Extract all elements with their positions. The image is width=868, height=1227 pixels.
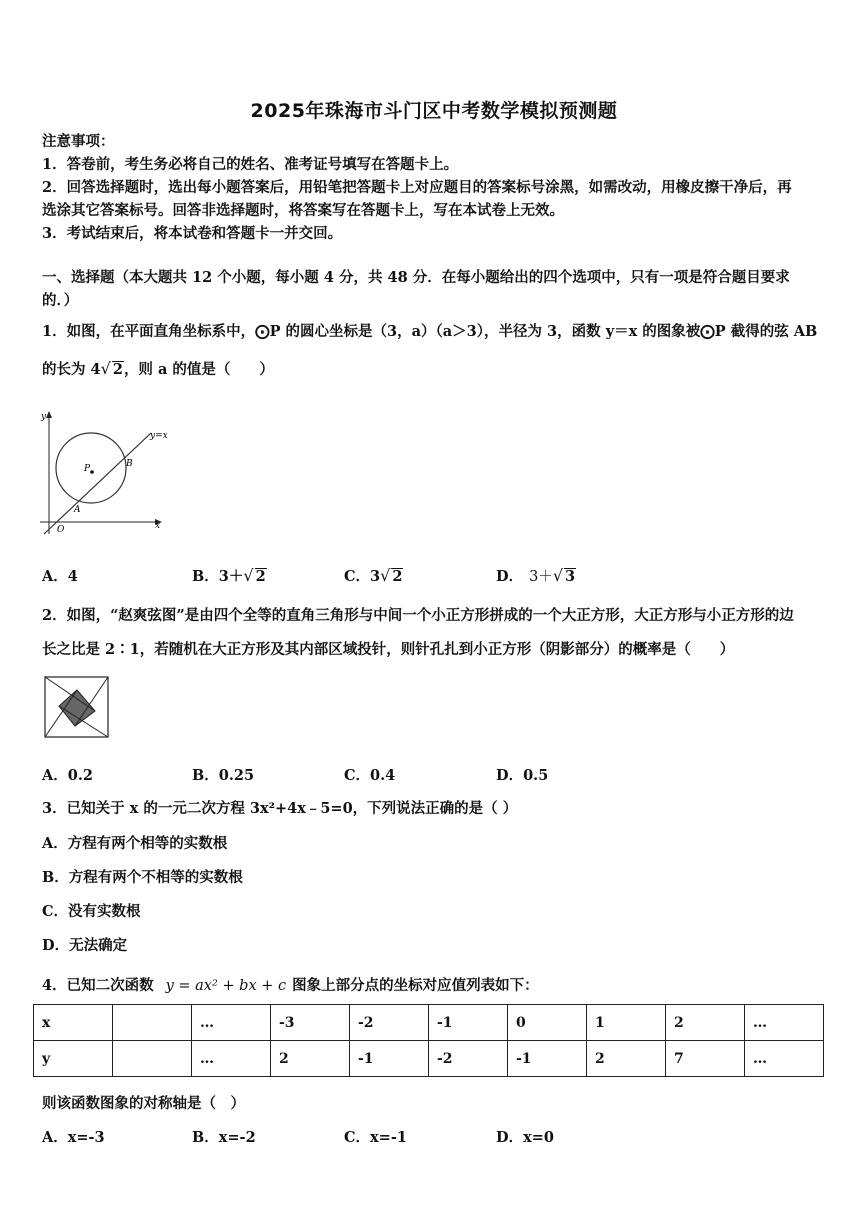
table-cell: … xyxy=(745,1041,824,1077)
table-cell: … xyxy=(192,1005,271,1041)
radical-sign: √ xyxy=(552,566,564,585)
q3-option-d[interactable]: D．无法确定 xyxy=(42,937,128,954)
q2-stem: 2．如图，“赵爽弦图”是由四个全等的直角三角形与中间一个小正方形拼成的一个大正方形，大正方形与小正方形的边 xyxy=(42,607,794,624)
table-cell: 2 xyxy=(587,1041,666,1077)
table-cell: -2 xyxy=(350,1005,429,1041)
q3-option-c[interactable]: C．没有实数根 xyxy=(42,903,141,920)
q1-stem: 1．如图，在平面直角坐标系中，⨀P 的圆心坐标是（3，a）（a＞3），半径为 3，函数 y＝x 的图象被⨀P 截得的弦 AB xyxy=(42,323,818,340)
page-title: 2025年珠海市斗门区中考数学模拟预测题 xyxy=(250,100,618,122)
q1-option-a[interactable] xyxy=(42,565,78,586)
q4-question: 则该函数图象的对称轴是（ ） xyxy=(42,1095,245,1112)
label-y: y xyxy=(41,412,47,422)
option-label: B．3＋ xyxy=(192,568,244,585)
label-line: y=x xyxy=(150,431,168,441)
radical-sign: √ xyxy=(380,566,391,585)
table-cell xyxy=(113,1005,192,1041)
option-label: A．4 xyxy=(42,568,78,585)
q4-value-table xyxy=(33,1004,824,1077)
label-a: A xyxy=(74,505,81,515)
notice-heading: 注意事项： xyxy=(42,133,115,150)
notice-item-2: 2．回答选择题时，选出每小题答案后，用铅笔把答题卡上对应题目的答案标号涂黑，如需改动，用橡皮擦干净后，再 xyxy=(42,179,792,196)
label-b: B xyxy=(126,459,133,469)
q4-formula: y = ax² + bx + c xyxy=(165,978,287,994)
radicand: 2 xyxy=(255,568,266,585)
q4-option-c[interactable]: C．x=-1 xyxy=(344,1129,407,1146)
notice-item-2-cont: 选涂其它答案标号。回答非选择题时，将答案写在答题卡上，写在本试卷上无效。 xyxy=(42,202,564,219)
table-cell: -1 xyxy=(429,1005,508,1041)
q4-option-b[interactable]: B．x=-2 xyxy=(192,1129,256,1146)
q2-stem-cont: 长之比是 2∶1，若随机在大正方形及其内部区域投针，则针孔扎到小正方形（阴影部分）的概率是（ ） xyxy=(42,641,735,658)
q1-text-end: ，则 a 的值是（ ） xyxy=(123,361,274,378)
q4-option-a[interactable]: A．x=-3 xyxy=(42,1129,105,1146)
q2-option-a[interactable]: A．0.2 xyxy=(42,767,93,784)
section-header-cont: 的．） xyxy=(42,292,79,309)
radicand: 2 xyxy=(392,568,403,585)
radicand: 2 xyxy=(112,361,123,378)
q2-option-d[interactable]: D．0.5 xyxy=(496,767,549,784)
q1-text: 的长为 4 xyxy=(42,361,101,378)
y-axis-arrow xyxy=(46,411,52,418)
option-label: C．3 xyxy=(344,568,381,585)
notice-item-1: 1．答卷前，考生务必将自己的姓名、准考证号填写在答题卡上。 xyxy=(42,156,459,173)
table-cell: 2 xyxy=(271,1041,350,1077)
q4-option-d[interactable]: D．x=0 xyxy=(496,1129,554,1146)
label-x: x xyxy=(155,521,161,531)
table-cell: 1 xyxy=(587,1005,666,1041)
notice-item-3: 3．考试结束后，将本试卷和答题卡一并交回。 xyxy=(42,225,343,242)
q2-option-b[interactable]: B．0.25 xyxy=(192,767,255,784)
section-header: 一、选择题（本大题共 12 个小题，每小题 4 分，共 48 分．在每小题给出的四个选项中，只有一项是符合题目要求 xyxy=(42,269,790,286)
table-row xyxy=(34,1005,824,1041)
q1-option-b[interactable] xyxy=(192,565,267,586)
q3-stem: 3．已知关于 x 的一元二次方程 3x²+4x﹣5=0，下列说法正确的是（ ） xyxy=(42,800,518,817)
label-o: O xyxy=(57,525,65,535)
table-cell: 0 xyxy=(508,1005,587,1041)
q1-stem-cont xyxy=(42,358,274,379)
q4-text-end: 图象上部分点的坐标对应值列表如下： xyxy=(292,977,539,994)
q1-figure xyxy=(36,408,176,538)
table-cell: -1 xyxy=(350,1041,429,1077)
q4-stem xyxy=(42,974,539,995)
radicand: 3 xyxy=(565,568,576,585)
option-label: D． xyxy=(496,568,524,585)
q1-option-d[interactable] xyxy=(496,565,576,586)
table-cell: x xyxy=(34,1005,113,1041)
q3-option-a[interactable]: A．方程有两个相等的实数根 xyxy=(42,835,228,852)
circle-p xyxy=(56,433,126,503)
q2-figure-zhaoshuang xyxy=(44,676,112,740)
table-cell: … xyxy=(192,1041,271,1077)
table-cell: -3 xyxy=(271,1005,350,1041)
table-cell: -2 xyxy=(429,1041,508,1077)
table-cell: 2 xyxy=(666,1005,745,1041)
table-row xyxy=(34,1041,824,1077)
label-p: P xyxy=(84,464,91,474)
option-prefix: 3＋ xyxy=(529,569,553,585)
q4-text: 4．已知二次函数 xyxy=(42,977,154,994)
radical-sign: √ xyxy=(100,359,111,378)
table-cell: y xyxy=(34,1041,113,1077)
table-cell: … xyxy=(745,1005,824,1041)
q1-option-c[interactable] xyxy=(344,565,403,586)
table-cell xyxy=(113,1041,192,1077)
table-cell: 7 xyxy=(666,1041,745,1077)
q3-option-b[interactable]: B．方程有两个不相等的实数根 xyxy=(42,869,243,886)
q2-option-c[interactable]: C．0.4 xyxy=(344,767,396,784)
table-cell: -1 xyxy=(508,1041,587,1077)
radical-sign: √ xyxy=(243,566,254,585)
center-p-dot xyxy=(90,470,94,474)
